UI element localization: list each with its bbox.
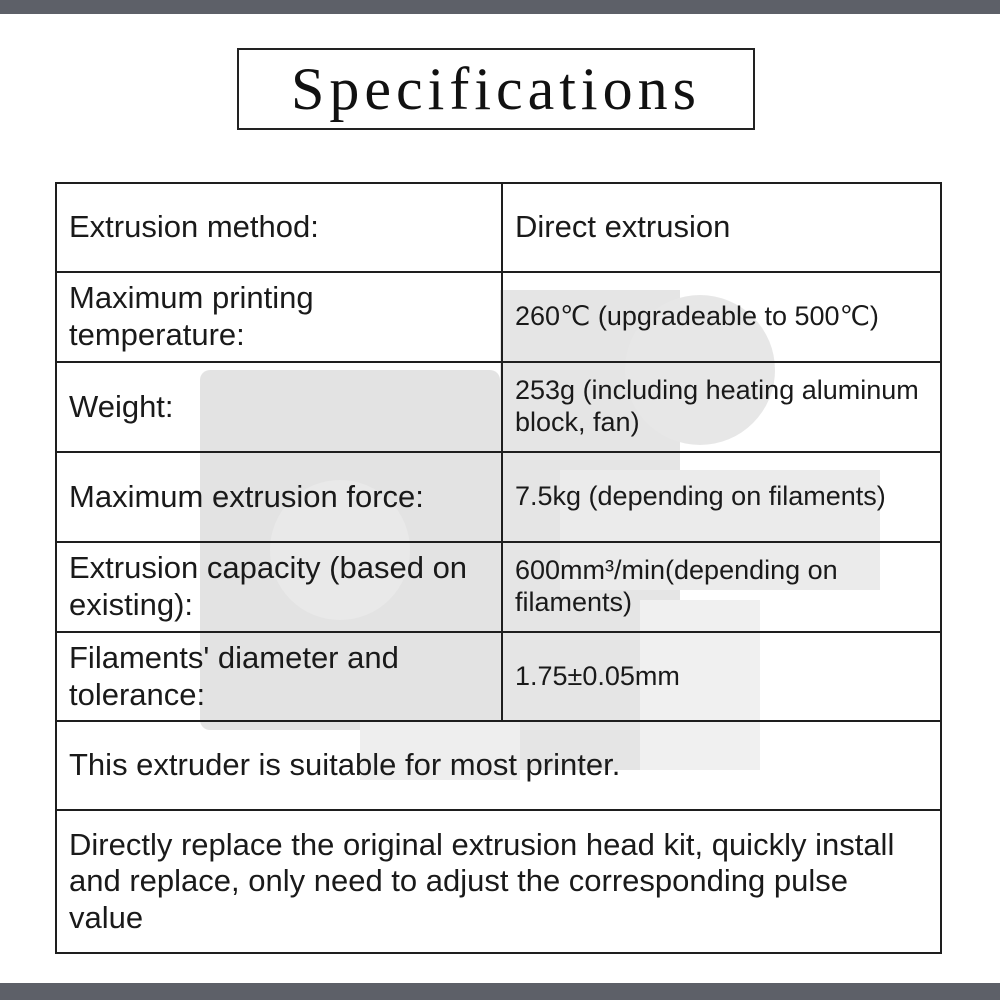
row-value: 1.75±0.05mm [502, 632, 941, 721]
top-bar [0, 0, 1000, 14]
spec-table [55, 182, 942, 954]
note-installation: Directly replace the original extrusion head kit, quickly install and replace, only need to adjust the corresponding pulse value [56, 810, 941, 953]
row-label: Maximum extrusion force: [56, 452, 502, 542]
row-value: 260℃ (upgradeable to 500℃) [502, 272, 941, 362]
title-box [237, 48, 755, 130]
page-title: Specifications [291, 56, 701, 122]
table-row [56, 272, 941, 362]
table-row [56, 183, 941, 272]
table-row [56, 632, 941, 721]
row-value: 600mm³/min(depending on filaments) [502, 542, 941, 632]
bottom-bar [0, 983, 1000, 1000]
note-suitability: This extruder is suitable for most printer. [56, 721, 941, 810]
row-label: Maximum printing temperature: [56, 272, 502, 362]
row-value: Direct extrusion [502, 183, 941, 272]
table-row [56, 362, 941, 452]
table-row [56, 721, 941, 810]
row-value: 7.5kg (depending on filaments) [502, 452, 941, 542]
table-row [56, 810, 941, 953]
row-label: Extrusion capacity (based on existing): [56, 542, 502, 632]
row-label: Filaments' diameter and tolerance: [56, 632, 502, 721]
row-label: Extrusion method: [56, 183, 502, 272]
table-row [56, 452, 941, 542]
row-value: 253g (including heating aluminum block, fan) [502, 362, 941, 452]
table-row [56, 542, 941, 632]
row-label: Weight: [56, 362, 502, 452]
